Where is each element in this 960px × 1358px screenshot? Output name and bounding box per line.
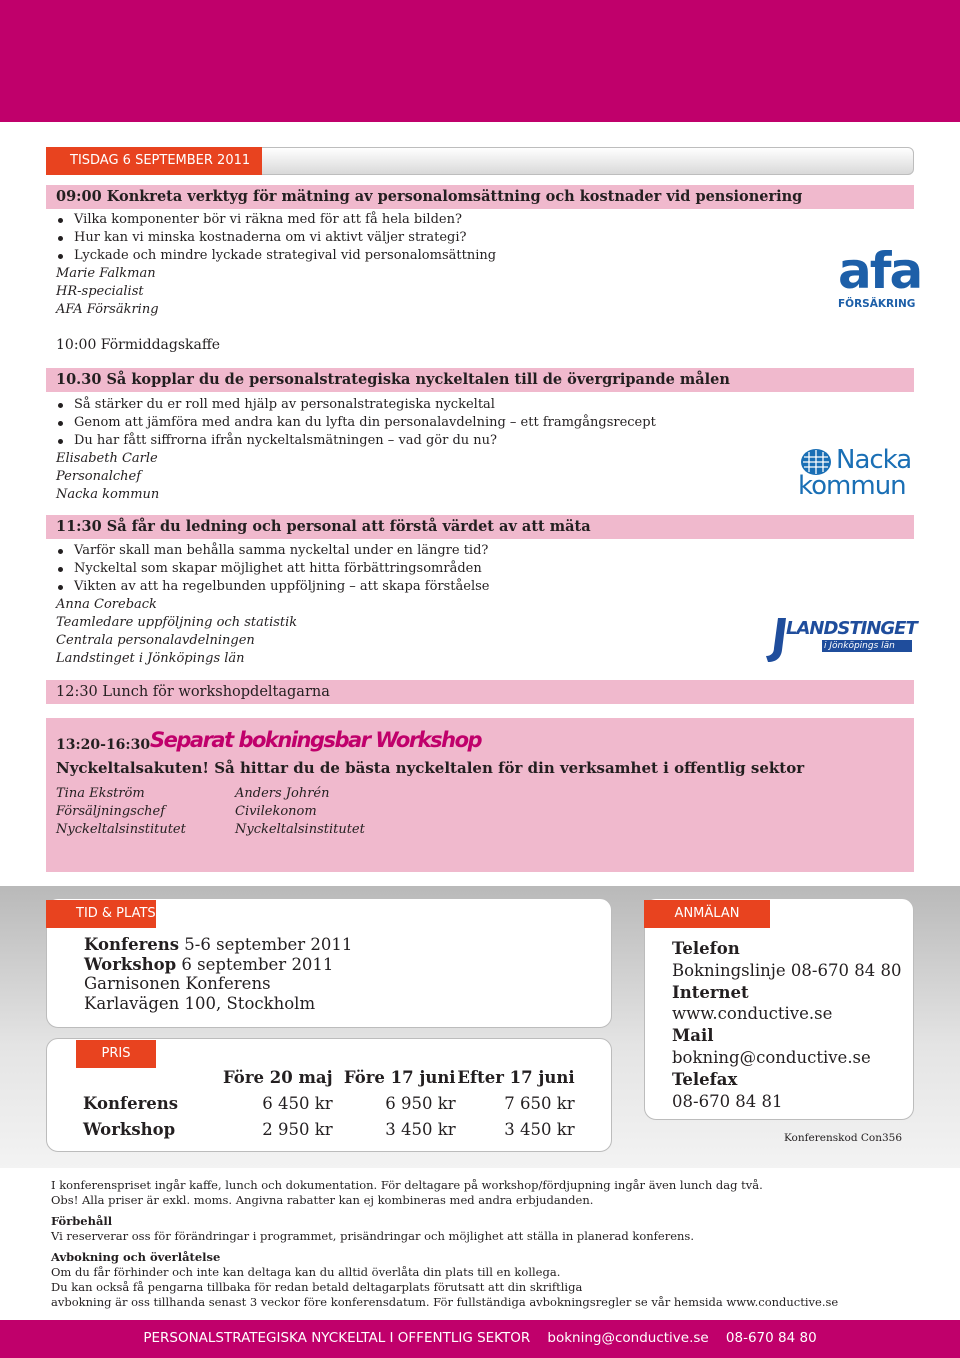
landstinget-logo-line1: LANDSTINGET (786, 618, 917, 639)
price-cell: 7 650 kr (504, 1093, 575, 1113)
nacka-logo (798, 444, 914, 500)
lunch-bar (46, 680, 914, 704)
price-header: Efter 17 juni (457, 1067, 575, 1087)
speaker-name: Tina Ekström (56, 786, 145, 801)
venue-address: Karlavägen 100, Stockholm (84, 993, 316, 1013)
speaker-org: AFA Försäkring (56, 302, 159, 317)
conference-date-line (84, 935, 352, 955)
price-row (83, 1116, 575, 1142)
forbehall-heading: Förbehåll (51, 1214, 113, 1228)
speaker-name: Marie Falkman (56, 266, 156, 281)
price-table (83, 1064, 575, 1142)
nacka-logo-line2: kommun (798, 471, 906, 501)
session-3-title: 11:30 Så får du ledning och personal att förstå värdet av att mäta (56, 518, 591, 535)
session-3-body (56, 542, 489, 668)
internet-label: Internet (672, 982, 749, 1002)
nacka-logo-line1: Nacka (836, 445, 912, 475)
session-2-header (46, 368, 914, 392)
bullet-item: Genom att jämföra med andra kan du lyfta din personalavdelning – ett framgångsrecept (56, 414, 656, 432)
fax-label: Telefax (672, 1069, 738, 1089)
speaker-title: HR-specialist (56, 284, 144, 299)
footnote-line: Obs! Alla priser är exkl. moms. Angivna rabatter kan ej kombineras med andra erbjudanden. (51, 1193, 594, 1207)
speaker-title: Teamledare uppföljning och statistik (56, 615, 298, 630)
workshop-date: 6 september 2011 (176, 954, 334, 974)
speaker-org: Landstinget i Jönköpings län (56, 651, 245, 666)
workshop-title: Nyckeltalsakuten! Så hittar du de bästa nyckeltalen för din verksamhet i offentlig sektor (56, 759, 805, 777)
bullet-item: Så stärker du er roll med hjälp av personalstrategiska nyckeltal (56, 396, 656, 414)
mail-label: Mail (672, 1026, 714, 1046)
fax-value: 08-670 84 81 (672, 1091, 783, 1111)
workshop-script-label: Separat bokningsbar Workshop (150, 728, 482, 752)
speaker-org: Centrala personalavdelningen (56, 633, 255, 648)
price-cell: 6 950 kr (385, 1093, 456, 1113)
session-3-header (46, 515, 914, 539)
speaker-org: Nyckeltalsinstitutet (235, 822, 365, 837)
lunch-label: 12:30 Lunch för workshopdeltagarna (56, 684, 330, 700)
workshop-speaker-1 (56, 785, 186, 839)
session-2-title: 10.30 Så kopplar du de personalstrategiska nyckeltalen till de övergripande målen (56, 371, 730, 388)
conference-dates: 5-6 september 2011 (179, 935, 353, 954)
speaker-title: Personalchef (56, 469, 142, 484)
price-header: Före 17 juni (343, 1067, 456, 1087)
footer-text: PERSONALSTRATEGISKA NYCKELTAL I OFFENTLIG SEKTOR bokning@conductive.se 08-670 84 80 (143, 1330, 817, 1346)
avbokning-text: avbokning är oss tillhanda senast 3 veckor före konferensdatum. För fullständiga avbokningsregler se vår hemsida www.conductive.se (51, 1295, 839, 1309)
price-cell: 6 450 kr (262, 1093, 333, 1113)
workshop-speaker-2 (235, 785, 365, 839)
avbokning-text: Om du får förhinder och inte kan deltaga kan du alltid överlåta din plats till en kollega. (51, 1265, 561, 1279)
price-row-label: Workshop (83, 1119, 176, 1139)
bullet-item: Varför skall man behålla samma nyckeltal under en längre tid? (56, 542, 489, 560)
avbokning-text: Du kan också få pengarna tillbaka för redan betald deltagarplats förutsatt att din skriftliga (51, 1280, 583, 1294)
afa-logo-mark: afa (838, 242, 922, 300)
conference-code: Konferenskod Con356 (784, 1132, 903, 1144)
venue-name: Garnisonen Konferens (84, 974, 271, 993)
anmalan-content (672, 938, 901, 1112)
date-label: TISDAG 6 SEPTEMBER 2011 (46, 147, 262, 175)
speaker-org: Nyckeltalsinstitutet (56, 822, 186, 837)
avbokning-heading: Avbokning och överlåtelse (51, 1250, 221, 1264)
speaker-title: Försäljningschef (56, 804, 166, 819)
top-banner (0, 0, 960, 122)
speaker-name: Anders Johrén (235, 786, 330, 801)
workshop-label: Workshop (84, 954, 177, 974)
tid-plats-content (84, 935, 352, 1013)
bullet-item: Du har fått siffrorna ifrån nyckeltalsmätningen – vad gör du nu? (56, 432, 656, 450)
speaker-name: Anna Coreback (56, 597, 157, 612)
price-cell: 3 450 kr (385, 1119, 456, 1139)
price-cell: 2 950 kr (262, 1119, 333, 1139)
conference-label: Konferens (84, 935, 180, 954)
session-1-title: 09:00 Konkreta verktyg för mätning av personalomsättning och kostnader vid pensionering (56, 188, 803, 205)
price-row (83, 1090, 575, 1116)
price-row-label: Konferens (83, 1093, 179, 1113)
website-link[interactable]: www.conductive.se (672, 1004, 833, 1024)
afa-logo (838, 242, 922, 318)
price-cell: 3 450 kr (504, 1119, 575, 1139)
phone-value: Bokningslinje 08-670 84 80 (672, 960, 902, 980)
phone-label: Telefon (672, 939, 740, 958)
footnote-line: I konferenspriset ingår kaffe, lunch och dokumentation. För deltagare på workshop/fördjupning ingår även lunch dag två. (51, 1178, 763, 1192)
afa-logo-sub: FÖRSÄKRING (838, 298, 916, 310)
workshop-time: 13:20-16:30 (56, 737, 151, 753)
session-2-body (56, 396, 656, 504)
speaker-name: Elisabeth Carle (56, 451, 158, 466)
session-1-header (46, 185, 914, 209)
forbehall-text: Vi reserverar oss för förändringar i programmet, prisändringar och möjlighet att ställa in planerad konferens. (51, 1229, 694, 1243)
workshop-date-line (84, 955, 352, 975)
email-link[interactable]: bokning@conductive.se (672, 1047, 871, 1067)
bullet-item: Vilka komponenter bör vi räkna med för att få hela bilden? (56, 211, 496, 229)
session-1-body (56, 211, 496, 319)
price-header: Före 20 maj (223, 1067, 333, 1087)
bullet-item: Vikten av att ha regelbunden uppföljning – att skapa förståelse (56, 578, 489, 596)
landstinget-logo-line2: i Jönköpings län (824, 641, 895, 651)
tid-plats-tab: TID & PLATS (46, 900, 156, 928)
footnotes (51, 1178, 838, 1310)
speaker-title: Civilekonom (235, 804, 317, 819)
break-coffee: 10:00 Förmiddagskaffe (56, 337, 221, 353)
speaker-org: Nacka kommun (56, 487, 160, 502)
anmalan-tab: ANMÄLAN (644, 900, 770, 928)
landstinget-logo (764, 616, 917, 664)
bullet-item: Hur kan vi minska kostnaderna om vi aktivt väljer strategi? (56, 229, 496, 247)
bullet-item: Lyckade och mindre lyckade strategival vid personalomsättning (56, 247, 496, 265)
landstinget-j-icon (764, 616, 788, 664)
price-header-row (83, 1064, 575, 1090)
pris-tab: PRIS (76, 1040, 156, 1068)
bullet-item: Nyckeltal som skapar möjlighet att hitta förbättringsområden (56, 560, 489, 578)
